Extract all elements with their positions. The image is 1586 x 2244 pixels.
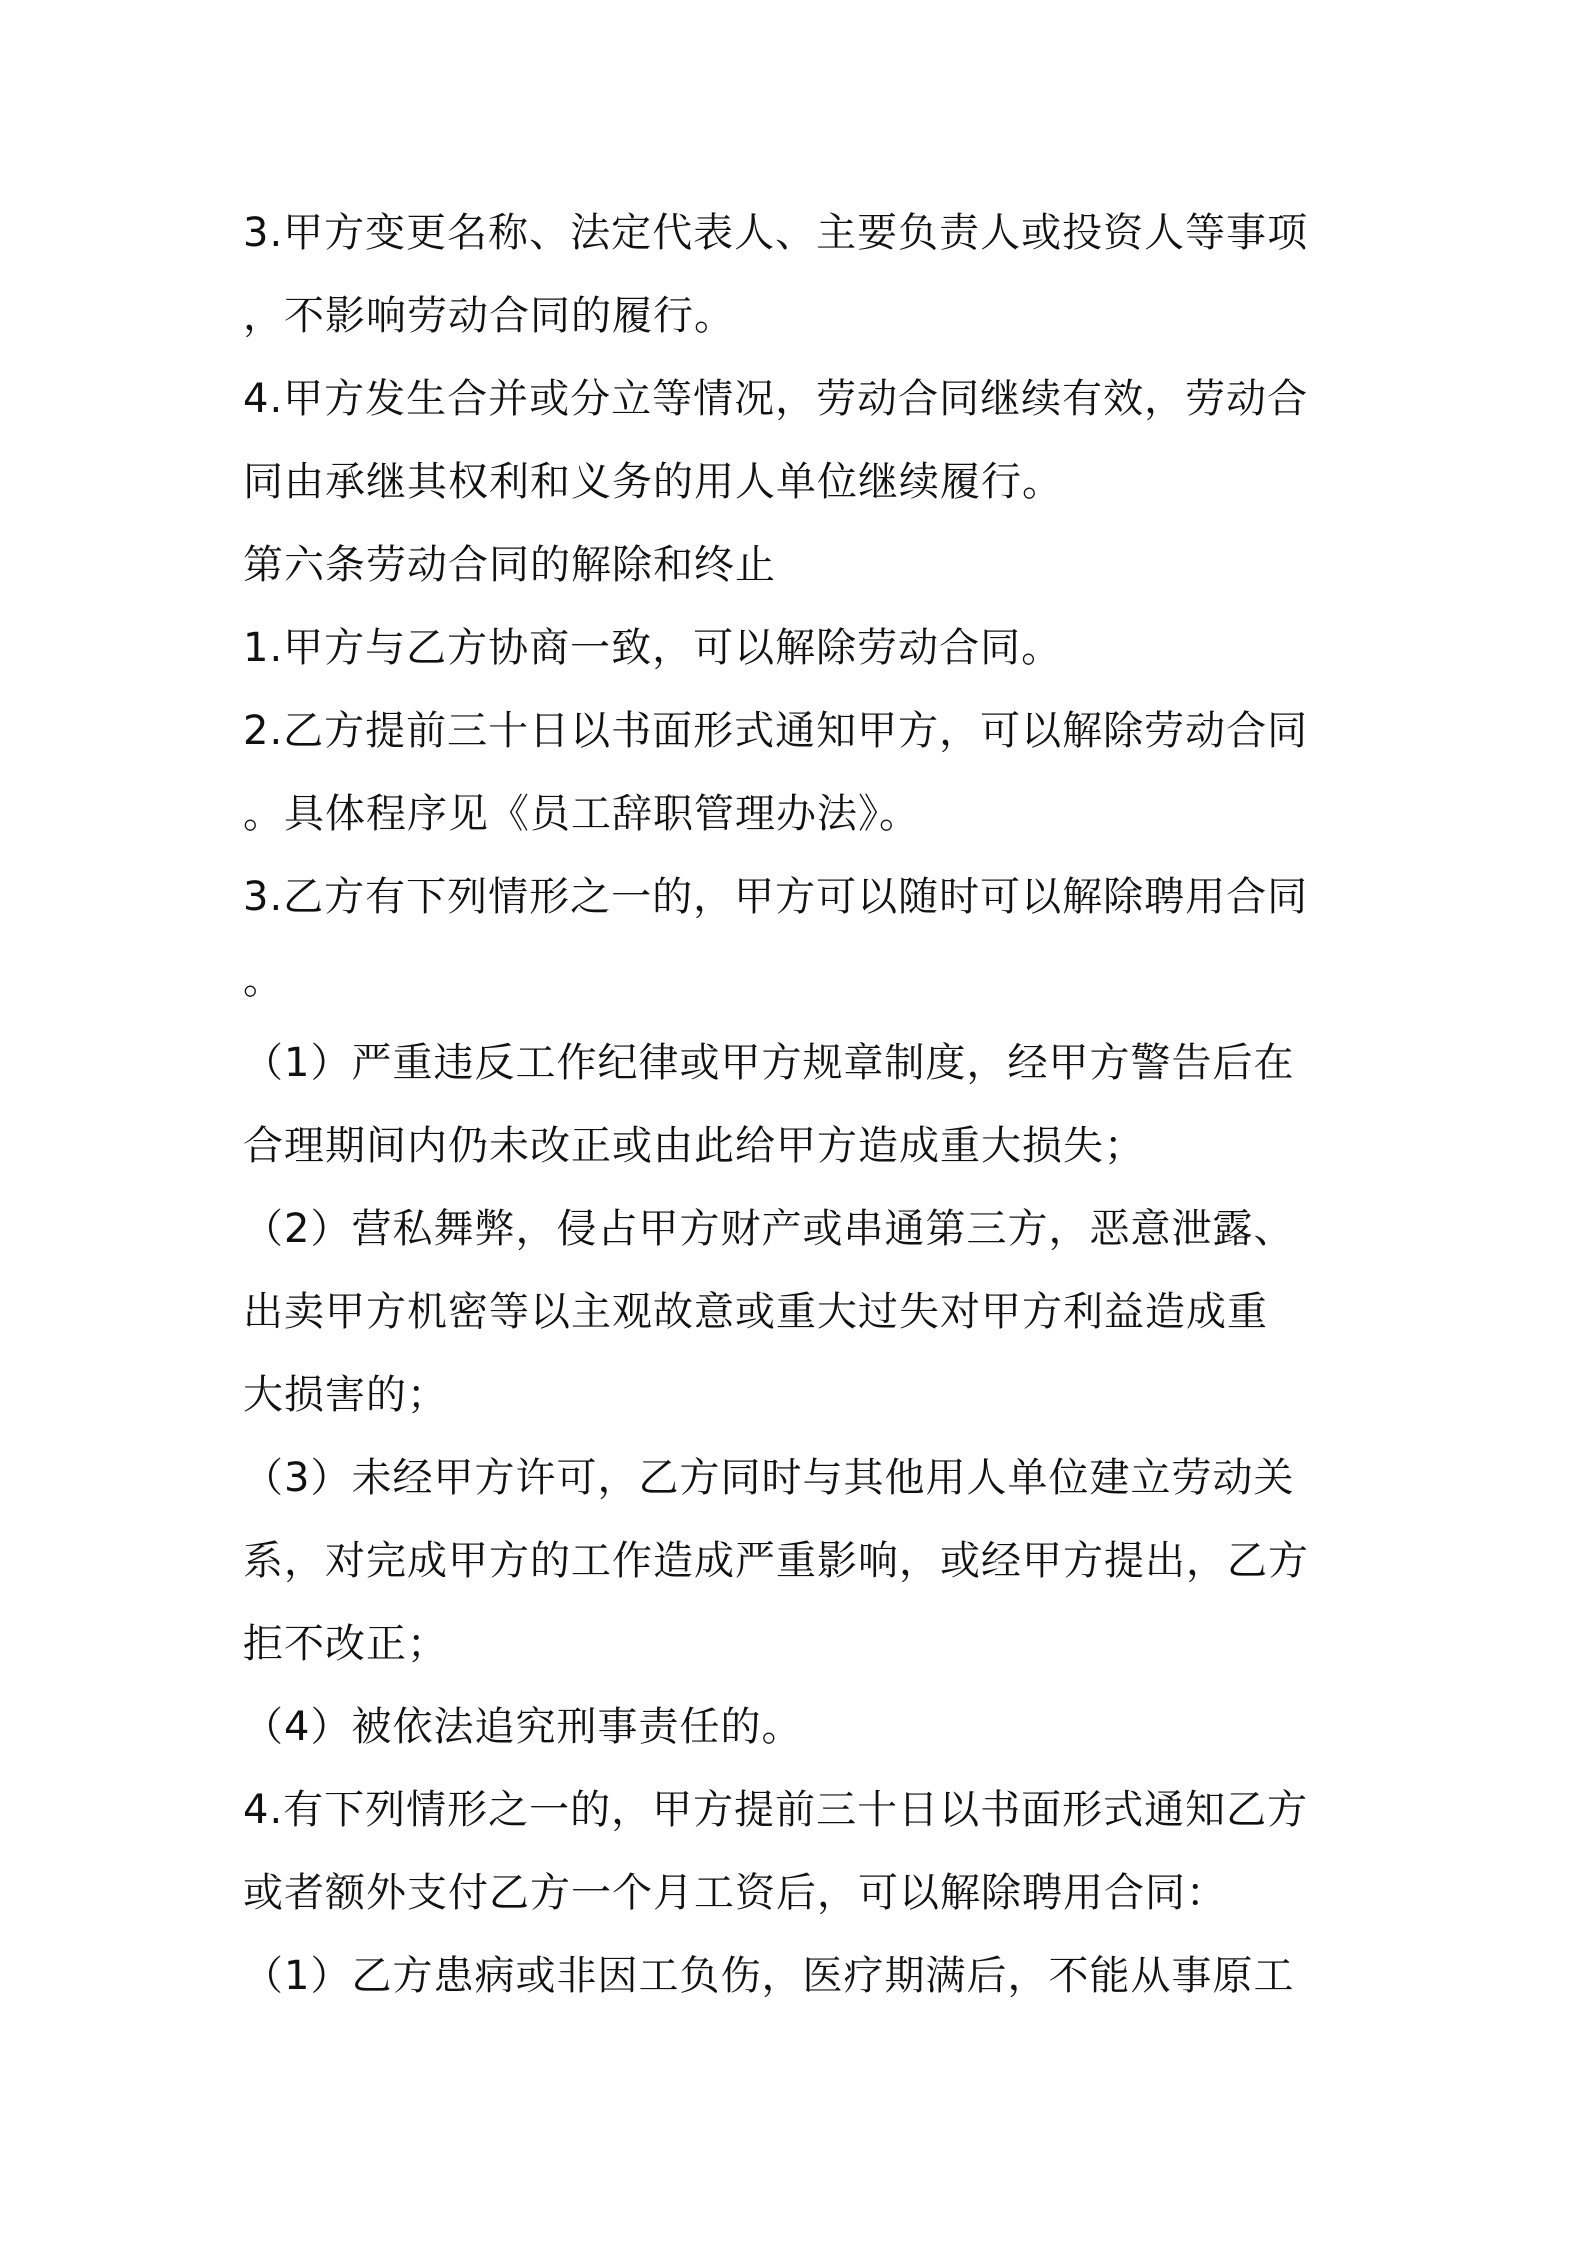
text-line: 。 [243,957,284,1003]
text-line: 4.甲方发生合并或分立等情况，劳动合同继续有效，劳动合 [243,376,1309,422]
text-line: 系，对完成甲方的工作造成严重影响，或经甲方提出，乙方 [243,1538,1309,1584]
text-line: （1）乙方患病或非因工负伤，医疗期满后，不能从事原工 [243,1953,1295,1999]
section-heading: 第六条劳动合同的解除和终止 [243,542,776,588]
text-line: 或者额外支付乙方一个月工资后，可以解除聘用合同： [243,1870,1227,1916]
text-line: （4）被依法追究刑事责任的。 [243,1704,803,1750]
text-line: 。具体程序见《员工辞职管理办法》。 [243,791,920,837]
text-line: （2）营私舞弊，侵占甲方财产或串通第三方，恶意泄露、 [243,1206,1295,1252]
text-line: 出卖甲方机密等以主观故意或重大过失对甲方利益造成重 [243,1289,1268,1335]
text-line: 3.甲方变更名称、法定代表人、主要负责人或投资人等事项 [243,210,1309,256]
text-line: 大损害的； [243,1372,448,1418]
text-line: 4.有下列情形之一的，甲方提前三十日以书面形式通知乙方 [243,1787,1309,1833]
text-line: ，不影响劳动合同的履行。 [243,293,735,339]
text-line: 同由承继其权利和义务的用人单位继续履行。 [243,459,1063,505]
text-line: 3.乙方有下列情形之一的，甲方可以随时可以解除聘用合同 [243,874,1309,920]
text-line: （3）未经甲方许可，乙方同时与其他用人单位建立劳动关 [243,1455,1295,1501]
text-line: 2.乙方提前三十日以书面形式通知甲方，可以解除劳动合同 [243,708,1309,754]
text-line: 1.甲方与乙方协商一致，可以解除劳动合同。 [243,625,1063,671]
contract-text [243,192,1353,2018]
text-line: （1）严重违反工作纪律或甲方规章制度，经甲方警告后在 [243,1040,1295,1086]
text-line: 合理期间内仍未改正或由此给甲方造成重大损失； [243,1123,1145,1169]
text-line: 拒不改正； [243,1621,448,1667]
